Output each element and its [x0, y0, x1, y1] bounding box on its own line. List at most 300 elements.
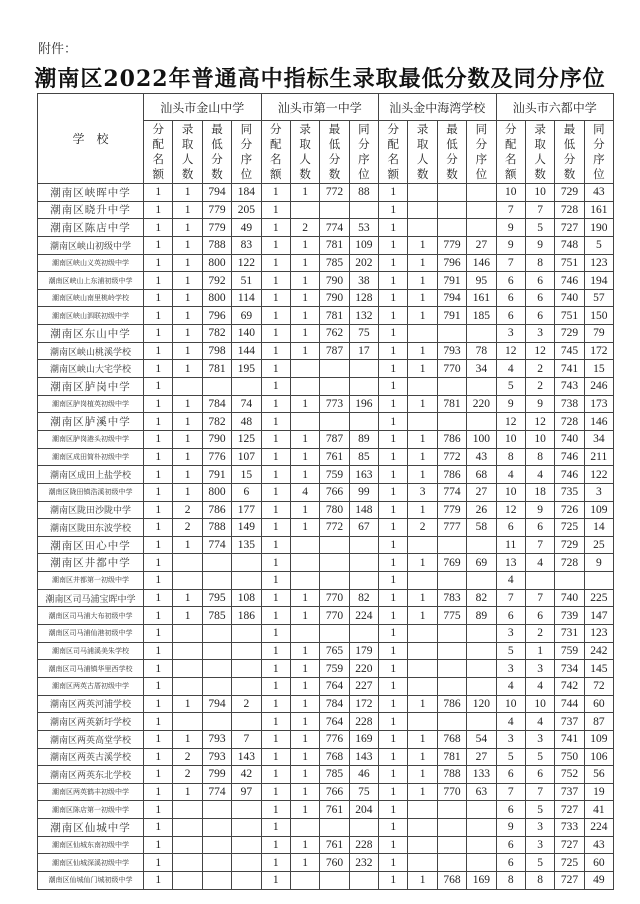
value-cell [173, 836, 202, 854]
value-cell: 1 [290, 783, 319, 801]
value-cell: 43 [467, 448, 496, 466]
value-cell: 1 [144, 819, 173, 837]
value-cell: 228 [349, 713, 378, 731]
table-row [38, 307, 614, 325]
value-cell: 1 [290, 184, 319, 202]
value-cell: 38 [349, 272, 378, 290]
value-cell: 1 [290, 325, 319, 343]
value-cell: 195 [232, 360, 261, 378]
school-group-header: 汕头市金山中学 [144, 94, 262, 121]
value-cell: 1 [261, 466, 290, 484]
value-cell: 48 [232, 413, 261, 431]
value-cell: 1 [144, 519, 173, 537]
school-name-cell: 潮南区陇田东波学校 [38, 519, 144, 537]
value-cell: 179 [349, 642, 378, 660]
table-row [38, 448, 614, 466]
value-cell [320, 378, 349, 396]
school-group-header: 汕头市六都中学 [496, 94, 614, 121]
value-cell: 10 [525, 695, 554, 713]
table-row [38, 325, 614, 343]
value-cell: 100 [467, 430, 496, 448]
value-cell: 1 [144, 236, 173, 254]
school-name-cell: 潮南区胪岗中学 [38, 378, 144, 396]
value-cell: 1 [379, 783, 408, 801]
value-cell: 1 [379, 554, 408, 572]
value-cell: 759 [555, 642, 584, 660]
value-cell: 149 [232, 519, 261, 537]
value-cell: 737 [555, 713, 584, 731]
value-cell [232, 819, 261, 837]
value-cell: 4 [496, 677, 525, 695]
value-cell: 1 [261, 413, 290, 431]
value-cell: 792 [202, 272, 231, 290]
value-cell: 751 [555, 254, 584, 272]
value-cell [408, 219, 437, 237]
value-cell: 3 [525, 836, 554, 854]
subcolumn-header [202, 121, 231, 184]
subcolumn-header [261, 121, 290, 184]
table-row [38, 519, 614, 537]
subcolumn-header [379, 121, 408, 184]
value-cell: 1 [379, 236, 408, 254]
value-cell: 122 [232, 254, 261, 272]
value-cell: 1 [261, 572, 290, 590]
value-cell: 6 [525, 519, 554, 537]
table-row [38, 642, 614, 660]
value-cell: 1 [525, 642, 554, 660]
value-cell: 6 [496, 519, 525, 537]
value-cell: 1 [290, 854, 319, 872]
value-cell: 790 [320, 289, 349, 307]
value-cell [202, 836, 231, 854]
school-name-cell: 潮南区晓升中学 [38, 201, 144, 219]
value-cell [349, 201, 378, 219]
value-cell: 79 [584, 325, 613, 343]
table-row [38, 413, 614, 431]
value-cell: 125 [232, 430, 261, 448]
value-cell: 1 [379, 589, 408, 607]
subcolumn-label: 最低分数 [446, 122, 458, 181]
value-cell: 779 [437, 236, 466, 254]
value-cell: 737 [555, 783, 584, 801]
value-cell: 1 [408, 748, 437, 766]
table-row [38, 219, 614, 237]
value-cell: 190 [584, 219, 613, 237]
value-cell: 9 [496, 219, 525, 237]
school-group-header: 汕头市第一中学 [261, 94, 379, 121]
value-cell [408, 536, 437, 554]
value-cell: 741 [555, 360, 584, 378]
value-cell: 6 [525, 289, 554, 307]
value-cell: 1 [173, 430, 202, 448]
value-cell [467, 819, 496, 837]
value-cell: 51 [232, 272, 261, 290]
table-row [38, 801, 614, 819]
value-cell [467, 836, 496, 854]
table-row [38, 730, 614, 748]
value-cell: 1 [379, 289, 408, 307]
value-cell: 740 [555, 589, 584, 607]
value-cell: 114 [232, 289, 261, 307]
value-cell: 1 [290, 466, 319, 484]
value-cell: 761 [320, 836, 349, 854]
school-name-cell: 潮南区仙城东南初级中学 [38, 836, 144, 854]
value-cell [467, 713, 496, 731]
value-cell [202, 378, 231, 396]
value-cell: 734 [555, 660, 584, 678]
value-cell: 779 [437, 501, 466, 519]
subcolumn-header [320, 121, 349, 184]
value-cell: 12 [496, 413, 525, 431]
admission-score-table [37, 93, 614, 890]
value-cell: 1 [261, 219, 290, 237]
subcolumn-label: 最低分数 [211, 122, 223, 181]
value-cell: 741 [555, 730, 584, 748]
subcolumn-header [555, 121, 584, 184]
value-cell: 770 [320, 607, 349, 625]
value-cell [408, 660, 437, 678]
value-cell: 1 [261, 677, 290, 695]
value-cell [320, 536, 349, 554]
value-cell: 777 [437, 519, 466, 537]
value-cell: 1 [379, 413, 408, 431]
value-cell: 1 [408, 783, 437, 801]
value-cell: 1 [144, 642, 173, 660]
value-cell: 1 [173, 184, 202, 202]
value-cell [232, 378, 261, 396]
value-cell: 6 [232, 483, 261, 501]
school-column-label: 学 校 [72, 132, 109, 146]
value-cell: 1 [379, 607, 408, 625]
value-cell: 751 [555, 307, 584, 325]
value-cell: 1 [173, 307, 202, 325]
value-cell: 9 [525, 501, 554, 519]
value-cell [408, 625, 437, 643]
value-cell: 773 [320, 395, 349, 413]
school-name-cell: 潮南区成田简朴初级中学 [38, 448, 144, 466]
value-cell: 1 [379, 836, 408, 854]
value-cell: 7 [496, 201, 525, 219]
value-cell [202, 625, 231, 643]
table-row [38, 236, 614, 254]
value-cell [173, 378, 202, 396]
value-cell: 57 [584, 289, 613, 307]
value-cell: 135 [232, 536, 261, 554]
value-cell: 1 [261, 448, 290, 466]
group-header-row [38, 94, 614, 121]
value-cell: 1 [144, 695, 173, 713]
value-cell: 6 [496, 289, 525, 307]
value-cell: 1 [290, 254, 319, 272]
value-cell [232, 677, 261, 695]
value-cell: 228 [349, 836, 378, 854]
value-cell [437, 677, 466, 695]
value-cell [437, 536, 466, 554]
value-cell: 1 [144, 660, 173, 678]
subcolumn-header [173, 121, 202, 184]
value-cell: 1 [290, 307, 319, 325]
value-cell [437, 378, 466, 396]
value-cell [437, 572, 466, 590]
value-cell: 752 [555, 766, 584, 784]
value-cell [349, 819, 378, 837]
value-cell: 1 [261, 871, 290, 889]
subcolumn-label: 同分序位 [240, 122, 253, 181]
value-cell [173, 642, 202, 660]
value-cell: 1 [379, 448, 408, 466]
value-cell [232, 660, 261, 678]
school-name-cell: 潮南区陈店中学 [38, 219, 144, 237]
value-cell: 232 [349, 854, 378, 872]
subcolumn-label: 分配名额 [387, 122, 399, 181]
subcolumn-header [467, 121, 496, 184]
value-cell: 7 [525, 536, 554, 554]
value-cell [290, 378, 319, 396]
value-cell: 774 [437, 483, 466, 501]
value-cell: 1 [379, 642, 408, 660]
value-cell: 224 [584, 819, 613, 837]
value-cell: 4 [496, 713, 525, 731]
value-cell: 177 [232, 501, 261, 519]
value-cell: 786 [437, 695, 466, 713]
value-cell: 727 [555, 219, 584, 237]
school-name-cell: 潮南区峡山大宅学校 [38, 360, 144, 378]
value-cell: 246 [584, 378, 613, 396]
value-cell: 8 [525, 448, 554, 466]
value-cell: 1 [144, 730, 173, 748]
value-cell: 9 [525, 236, 554, 254]
value-cell: 4 [496, 360, 525, 378]
value-cell: 1 [144, 413, 173, 431]
subcolumn-header [349, 121, 378, 184]
value-cell: 727 [555, 871, 584, 889]
value-cell [173, 713, 202, 731]
value-cell: 759 [320, 466, 349, 484]
school-name-cell: 潮南区峡晖中学 [38, 184, 144, 202]
value-cell: 1 [173, 254, 202, 272]
value-cell: 1 [379, 695, 408, 713]
value-cell: 735 [555, 483, 584, 501]
value-cell: 85 [349, 448, 378, 466]
table-row [38, 572, 614, 590]
value-cell: 82 [467, 589, 496, 607]
value-cell [408, 325, 437, 343]
value-cell [173, 801, 202, 819]
table-row [38, 554, 614, 572]
school-name-cell: 潮南区两英新圩学校 [38, 713, 144, 731]
value-cell [232, 642, 261, 660]
value-cell: 211 [584, 448, 613, 466]
value-cell: 49 [584, 871, 613, 889]
value-cell: 727 [555, 801, 584, 819]
value-cell: 746 [555, 466, 584, 484]
value-cell: 772 [437, 448, 466, 466]
value-cell: 3 [525, 660, 554, 678]
value-cell: 759 [320, 660, 349, 678]
value-cell: 1 [144, 766, 173, 784]
table-row [38, 695, 614, 713]
value-cell [437, 642, 466, 660]
subcolumn-label: 分配名额 [269, 122, 282, 181]
value-cell: 1 [144, 448, 173, 466]
value-cell: 1 [144, 501, 173, 519]
value-cell: 2 [525, 378, 554, 396]
value-cell [202, 660, 231, 678]
value-cell: 4 [525, 677, 554, 695]
value-cell: 1 [261, 783, 290, 801]
value-cell: 89 [349, 430, 378, 448]
value-cell: 733 [555, 819, 584, 837]
subcolumn-label: 录取人数 [534, 122, 546, 181]
value-cell: 1 [144, 871, 173, 889]
value-cell: 1 [144, 342, 173, 360]
subcolumn-header [525, 121, 554, 184]
value-cell: 144 [232, 342, 261, 360]
value-cell: 2 [173, 748, 202, 766]
value-cell [202, 854, 231, 872]
value-cell [232, 801, 261, 819]
value-cell: 12 [496, 501, 525, 519]
value-cell: 1 [379, 360, 408, 378]
value-cell: 1 [379, 184, 408, 202]
value-cell: 1 [261, 519, 290, 537]
value-cell: 1 [379, 430, 408, 448]
subcolumn-label: 最低分数 [563, 122, 576, 181]
value-cell [320, 871, 349, 889]
value-cell: 4 [525, 466, 554, 484]
value-cell: 1 [408, 236, 437, 254]
value-cell: 794 [437, 289, 466, 307]
value-cell: 1 [261, 607, 290, 625]
value-cell: 748 [555, 236, 584, 254]
value-cell: 1 [379, 748, 408, 766]
subcolumn-label: 录取人数 [181, 122, 194, 181]
value-cell: 194 [584, 272, 613, 290]
value-cell: 1 [173, 236, 202, 254]
value-cell [349, 554, 378, 572]
subcolumn-label: 最低分数 [328, 122, 341, 181]
value-cell: 1 [379, 483, 408, 501]
value-cell: 1 [144, 854, 173, 872]
value-cell [349, 536, 378, 554]
value-cell: 3 [496, 325, 525, 343]
table-row [38, 430, 614, 448]
value-cell [467, 219, 496, 237]
value-cell: 143 [232, 748, 261, 766]
value-cell: 4 [496, 466, 525, 484]
value-cell: 772 [320, 519, 349, 537]
value-cell: 15 [232, 466, 261, 484]
value-cell [408, 413, 437, 431]
value-cell: 1 [261, 642, 290, 660]
value-cell: 8 [496, 871, 525, 889]
value-cell: 11 [496, 536, 525, 554]
value-cell [232, 871, 261, 889]
value-cell: 1 [290, 660, 319, 678]
value-cell: 1 [379, 378, 408, 396]
value-cell: 1 [173, 466, 202, 484]
value-cell: 7 [525, 589, 554, 607]
value-cell: 25 [584, 536, 613, 554]
value-cell: 764 [320, 713, 349, 731]
value-cell: 794 [202, 184, 231, 202]
value-cell: 781 [437, 748, 466, 766]
value-cell: 1 [290, 801, 319, 819]
table-row [38, 783, 614, 801]
value-cell: 169 [349, 730, 378, 748]
value-cell: 782 [202, 413, 231, 431]
value-cell: 1 [173, 695, 202, 713]
table-row [38, 536, 614, 554]
value-cell: 1 [290, 748, 319, 766]
value-cell: 1 [290, 607, 319, 625]
value-cell: 143 [349, 748, 378, 766]
value-cell: 1 [408, 254, 437, 272]
subcolumn-header [232, 121, 261, 184]
value-cell [408, 819, 437, 837]
value-cell [173, 554, 202, 572]
value-cell: 1 [408, 342, 437, 360]
value-cell [232, 713, 261, 731]
value-cell: 202 [349, 254, 378, 272]
value-cell: 774 [202, 536, 231, 554]
value-cell: 6 [496, 836, 525, 854]
value-cell: 9 [584, 554, 613, 572]
value-cell: 227 [349, 677, 378, 695]
value-cell [290, 536, 319, 554]
value-cell: 7 [496, 783, 525, 801]
value-cell [349, 378, 378, 396]
value-cell: 3 [496, 660, 525, 678]
value-cell [202, 871, 231, 889]
value-cell [173, 819, 202, 837]
value-cell: 800 [202, 289, 231, 307]
value-cell: 1 [379, 713, 408, 731]
value-cell: 1 [144, 536, 173, 554]
value-cell: 6 [525, 607, 554, 625]
value-cell: 186 [232, 607, 261, 625]
value-cell: 1 [261, 625, 290, 643]
value-cell [467, 201, 496, 219]
value-cell: 1 [261, 819, 290, 837]
value-cell [290, 360, 319, 378]
value-cell: 6 [496, 766, 525, 784]
value-cell: 725 [555, 519, 584, 537]
value-cell: 9 [496, 395, 525, 413]
value-cell: 761 [320, 801, 349, 819]
value-cell: 53 [349, 219, 378, 237]
value-cell: 1 [144, 289, 173, 307]
school-name-cell: 潮南区司马浦镇华里西学校 [38, 660, 144, 678]
value-cell: 41 [584, 801, 613, 819]
value-cell: 793 [202, 748, 231, 766]
school-name-cell: 潮南区成田上盐学校 [38, 466, 144, 484]
value-cell [173, 854, 202, 872]
value-cell: 800 [202, 254, 231, 272]
value-cell: 1 [261, 395, 290, 413]
value-cell: 7 [232, 730, 261, 748]
value-cell: 56 [584, 766, 613, 784]
value-cell: 1 [144, 378, 173, 396]
value-cell: 82 [349, 589, 378, 607]
table-row [38, 819, 614, 837]
value-cell [408, 713, 437, 731]
value-cell [467, 184, 496, 202]
value-cell [202, 819, 231, 837]
value-cell [408, 642, 437, 660]
value-cell [349, 413, 378, 431]
value-cell: 795 [202, 589, 231, 607]
